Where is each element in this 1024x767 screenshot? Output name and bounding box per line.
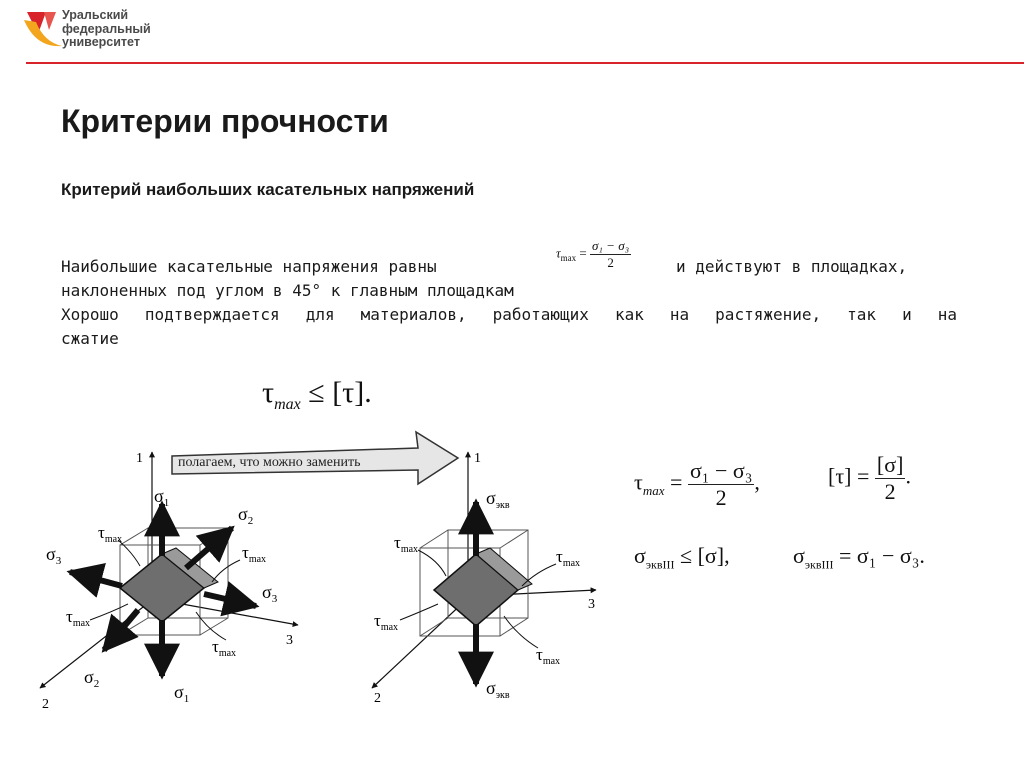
- text-line-1a: Наибольшие касательные напряжения равны: [61, 257, 437, 276]
- text-line-2: наклоненных под углом в 45° к главным площадкам: [61, 281, 514, 300]
- inline-denominator: 2: [607, 255, 614, 270]
- diagram-label-part: max: [542, 656, 561, 667]
- right-stress-diagram: [372, 451, 596, 706]
- diagram-label-part: τ: [98, 523, 105, 542]
- f3-end: ,: [724, 543, 730, 568]
- diagram-label-part: σ: [84, 667, 94, 687]
- inline-numerator: σ₁ − σ₃: [592, 238, 630, 253]
- f3-rel: ≤: [680, 543, 693, 568]
- diagram-label-part: экв: [495, 500, 510, 511]
- diagram-label-part: 3: [271, 593, 278, 605]
- f4-rhs: σ₁ − σ₃: [856, 543, 920, 568]
- diagram-label-part: σ: [174, 682, 184, 702]
- diagram-label-part: τ: [242, 543, 249, 562]
- section-subtitle: Критерий наибольших касательных напряжений: [61, 180, 475, 199]
- f4-end: .: [919, 543, 925, 568]
- diagram-label: [486, 488, 510, 511]
- diagram-label-part: 2: [93, 678, 100, 690]
- diagram-label-part: max: [218, 648, 237, 659]
- cond-rel: ≤: [308, 376, 325, 409]
- diagram-label: [66, 607, 90, 629]
- diagram-label-part: max: [104, 534, 123, 545]
- f2-num: [σ]: [876, 452, 904, 477]
- page-title: Критерии прочности: [61, 103, 389, 139]
- diagram-label: [486, 678, 510, 701]
- f1-den: 2: [715, 485, 727, 510]
- cond-rhs: [τ]: [332, 376, 365, 409]
- diagram-label-part: max: [400, 544, 419, 555]
- diagram-label: [154, 486, 169, 509]
- diagram-label-part: τ: [212, 637, 219, 656]
- f4-sub: эквIII: [804, 557, 834, 572]
- cond-tau-sub: max: [274, 396, 301, 413]
- right-axis-3: 3: [588, 597, 595, 612]
- diagram-label: [238, 504, 253, 527]
- diagram-label-part: max: [562, 558, 581, 569]
- left-axis-3: 3: [286, 633, 293, 648]
- f1-num: σ₁ − σ₃: [689, 458, 753, 483]
- diagram-label-part: τ: [66, 607, 73, 626]
- diagram-label: [394, 533, 418, 555]
- diagram-label-part: τ: [394, 533, 401, 552]
- diagram-label: [98, 523, 122, 545]
- left-axis-1: 1: [136, 451, 143, 466]
- f1-lhs: τ: [634, 469, 643, 495]
- f3-lhs: σ: [634, 543, 646, 568]
- diagram-label-part: τ: [536, 645, 543, 664]
- diagram-label: [242, 543, 266, 565]
- arrow-label: полагаем, что можно заменить: [178, 455, 361, 470]
- logo-line-2: федеральный: [62, 21, 151, 36]
- diagram-label-part: max: [72, 618, 91, 629]
- diagram-label-part: σ: [486, 488, 496, 508]
- f3-rhs: [σ]: [697, 543, 725, 568]
- f4-lhs: σ: [793, 543, 805, 568]
- diagram-label-part: σ: [46, 544, 56, 564]
- f2-lhs: [τ]: [828, 463, 852, 489]
- inline-eq: =: [579, 245, 587, 261]
- logo-line-1: Уральский: [62, 8, 129, 22]
- diagram-label-part: σ: [154, 486, 164, 506]
- inline-tau: τ: [556, 245, 561, 261]
- diagram-label-part: 3: [55, 555, 62, 567]
- diagram-label: [262, 582, 278, 605]
- diagram-label: [536, 645, 560, 667]
- f1-end: ,: [754, 469, 760, 495]
- f2-end: .: [905, 463, 911, 489]
- diagram-label: [556, 547, 580, 569]
- logo-line-3: университет: [62, 35, 140, 49]
- left-stress-diagram: [40, 451, 298, 712]
- f2-den: 2: [884, 479, 896, 504]
- diagram-label: [174, 682, 189, 705]
- diagram-label: [46, 544, 62, 567]
- text-line-4: сжатие: [61, 329, 119, 348]
- diagram-label-part: τ: [374, 611, 381, 630]
- f4-eq: =: [839, 543, 852, 568]
- f2-eq: =: [857, 463, 870, 489]
- diagram-label-part: σ: [486, 678, 496, 698]
- diagram-label: [212, 637, 236, 659]
- diagram-label-part: max: [248, 554, 267, 565]
- left-axis-2: 2: [42, 697, 49, 712]
- diagram-label-part: экв: [495, 690, 510, 701]
- cond-tau: τ: [262, 376, 275, 409]
- text-line-1b: и действуют в площадках,: [676, 257, 908, 276]
- diagram-label-part: 2: [247, 515, 254, 527]
- f3-sub: эквIII: [645, 557, 675, 572]
- f1-eq: =: [670, 469, 683, 495]
- diagram-label-part: τ: [556, 547, 563, 566]
- diagram-label: [84, 667, 99, 690]
- f1-sub: max: [642, 482, 665, 498]
- right-axis-1: 1: [474, 451, 481, 466]
- diagram-label: [374, 611, 398, 633]
- right-axis-2: 2: [374, 691, 381, 706]
- inline-tau-sub: max: [560, 253, 577, 264]
- cond-end: .: [364, 376, 372, 409]
- diagram-label-part: 1: [183, 693, 190, 705]
- diagram-label-part: 1: [163, 497, 170, 509]
- replacement-arrow: [172, 432, 458, 484]
- diagram-label-part: σ: [238, 504, 248, 524]
- diagram-label-part: max: [380, 622, 399, 633]
- diagram-label-part: σ: [262, 582, 272, 602]
- text-line-3: Хорошо подтверждается для материалов, работающих как на растяжение, так и на: [61, 305, 957, 324]
